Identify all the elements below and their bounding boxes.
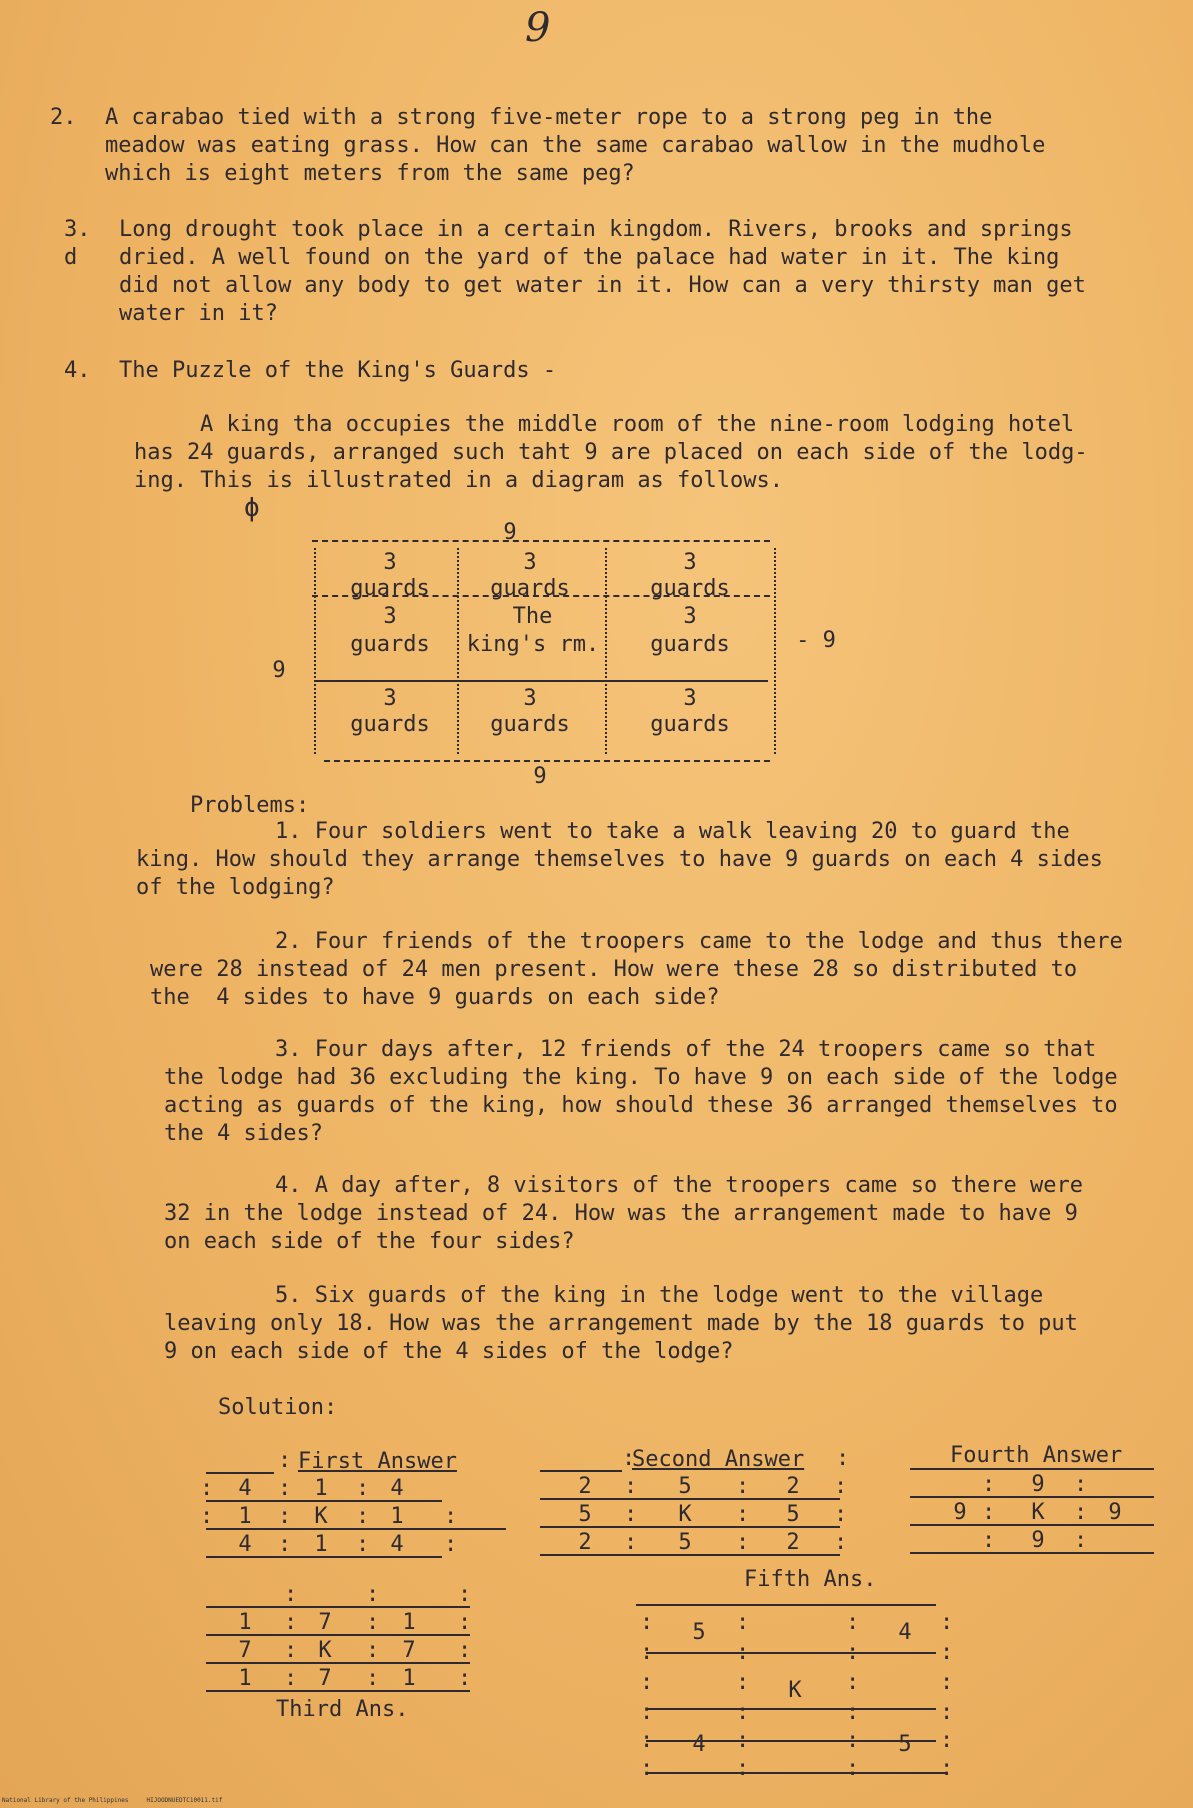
colon: : — [846, 1640, 860, 1665]
fourth-answer-title: Fourth Answer — [950, 1443, 1123, 1468]
rule — [646, 1708, 936, 1710]
colon: : — [846, 1670, 860, 1695]
colon: : — [640, 1700, 654, 1725]
second-cell-r3c2: 5 — [678, 1530, 692, 1555]
diagram-top-border — [312, 540, 770, 542]
third-cell-r2c3: 7 — [402, 1638, 416, 1663]
colon: : — [736, 1756, 750, 1781]
fifth-cell-r1c3: 4 — [898, 1620, 912, 1645]
second-cell-r3c3: 2 — [786, 1530, 800, 1555]
problem-3-line-3: did not allow any body to get water in it. How can a very thirsty man get — [119, 273, 1086, 298]
third-answer-title: Third Ans. — [276, 1697, 409, 1722]
third-cell-r1c2: 7 — [318, 1610, 332, 1635]
colon: : — [736, 1670, 750, 1695]
room-8-label: guards — [490, 712, 570, 737]
room-2-label: guards — [490, 576, 570, 601]
problem-3-line-1: Long drought took place in a certain kingdom. Rivers, brooks and springs — [119, 217, 1073, 242]
colon: : — [834, 1474, 848, 1499]
colon: : — [736, 1474, 750, 1499]
fourth-cell-r2c3: 9 — [1108, 1500, 1122, 1525]
colon: : — [982, 1528, 996, 1553]
problem-3-line-2: dried. A well found on the yard of the palace had water in it. The king — [119, 245, 1060, 270]
colon: : — [458, 1610, 472, 1635]
colon: : — [834, 1530, 848, 1555]
colon: : — [1074, 1500, 1088, 1525]
third-cell-r1c1: 1 — [238, 1610, 252, 1635]
first-cell-r2c3: 1 — [390, 1504, 404, 1529]
colon: : — [736, 1502, 750, 1527]
colon: : — [846, 1700, 860, 1725]
colon: : — [736, 1640, 750, 1665]
sub-problem-1-line-3: of the lodging? — [136, 875, 335, 900]
room-9-label: guards — [650, 712, 730, 737]
diagram-right-total: - 9 — [796, 628, 836, 653]
diagram-bottom-border — [324, 760, 770, 762]
problem-4-intro-3: ing. This is illustrated in a diagram as follows. — [134, 468, 784, 493]
rule — [910, 1468, 1154, 1470]
colon: : — [640, 1670, 654, 1695]
diagram-right-border — [774, 548, 776, 754]
colon: : — [736, 1610, 750, 1635]
colon: : — [366, 1666, 380, 1691]
third-cell-r3c1: 1 — [238, 1666, 252, 1691]
sub-problem-5-line-3: 9 on each side of the 4 sides of the lodge? — [164, 1339, 734, 1364]
page-number: 9 — [525, 5, 551, 51]
sub-problem-3-line-4: the 4 sides? — [164, 1121, 323, 1146]
room-4-label: guards — [350, 632, 430, 657]
colon: : — [356, 1476, 370, 1501]
problem-3-line-4: water in it? — [119, 301, 278, 326]
sub-problem-1-line-2: king. How should they arrange themselves to have 9 guards on each 4 sides — [136, 847, 1103, 872]
colon: : — [982, 1472, 996, 1497]
fourth-cell-r3c2: 9 — [1031, 1528, 1045, 1553]
second-cell-r2c3: 5 — [786, 1502, 800, 1527]
rule — [206, 1662, 470, 1664]
colon: : — [458, 1666, 472, 1691]
diagram-row2-border — [316, 680, 768, 682]
sub-problem-1-line-1: 1. Four soldiers went to take a walk leaving 20 to guard the — [275, 819, 1070, 844]
second-cell-r2c1: 5 — [578, 1502, 592, 1527]
colon: : — [846, 1756, 860, 1781]
room-3-label: guards — [650, 576, 730, 601]
fifth-cell-r2c2: K — [788, 1678, 802, 1703]
problem-3-margin-mark: d — [64, 245, 78, 270]
second-cell-r1c1: 2 — [578, 1474, 592, 1499]
sub-problem-2-line-3: the 4 sides to have 9 guards on each side? — [150, 985, 720, 1010]
room-3-count: 3 — [683, 550, 697, 575]
colon: : — [444, 1504, 458, 1529]
third-cell-r3c3: 1 — [402, 1666, 416, 1691]
problem-4-title: The Puzzle of the King's Guards - — [119, 358, 557, 383]
handwritten-mark: ϕ — [244, 493, 260, 523]
colon: : — [284, 1666, 298, 1691]
first-cell-r1c2: 1 — [314, 1476, 328, 1501]
problem-2-line-3: which is eight meters from the same peg? — [105, 161, 635, 186]
colon: : — [284, 1610, 298, 1635]
colon: : — [366, 1638, 380, 1663]
room-7-count: 3 — [383, 686, 397, 711]
kings-room-title: The — [512, 604, 553, 629]
colon: : — [278, 1532, 292, 1557]
rule — [910, 1552, 1154, 1554]
colon: : — [278, 1504, 292, 1529]
room-7-label: guards — [350, 712, 430, 737]
problem-2-number: 2. — [50, 105, 77, 130]
colon: : — [836, 1446, 850, 1471]
rule — [540, 1470, 622, 1472]
room-6-label: guards — [650, 632, 730, 657]
rule — [206, 1472, 274, 1474]
sub-problem-3-line-1: 3. Four days after, 12 friends of the 24 troopers came so that — [275, 1037, 1097, 1062]
colon: : — [640, 1610, 654, 1635]
first-cell-r3c1: 4 — [238, 1532, 252, 1557]
room-9-count: 3 — [683, 686, 697, 711]
sub-problem-5-line-2: leaving only 18. How was the arrangement made by the 18 guards to put — [164, 1311, 1078, 1336]
colon: : — [640, 1728, 654, 1753]
colon: : — [640, 1640, 654, 1665]
colon: : — [1074, 1528, 1088, 1553]
colon: : — [444, 1532, 458, 1557]
sub-problem-3-line-2: the lodge had 36 excluding the king. To have 9 on each side of the lodge — [164, 1065, 1118, 1090]
third-cell-r2c2: K — [318, 1638, 332, 1663]
fifth-cell-r1c1: 5 — [692, 1620, 706, 1645]
colon: : — [200, 1504, 214, 1529]
diagram-left-total: 9 — [272, 658, 286, 683]
colon: : — [366, 1610, 380, 1635]
diagram-bottom-total: 9 — [533, 764, 547, 789]
colon: : — [624, 1530, 638, 1555]
diagram-left-border — [314, 548, 316, 754]
colon: : — [940, 1610, 954, 1635]
sub-problem-2-line-1: 2. Four friends of the troopers came to the lodge and thus there — [275, 929, 1123, 954]
first-answer-title: First Answer — [298, 1449, 457, 1474]
colon: : — [366, 1582, 380, 1607]
rule — [206, 1634, 470, 1636]
rule — [206, 1690, 470, 1692]
third-cell-r1c3: 1 — [402, 1610, 416, 1635]
colon: : — [940, 1756, 954, 1781]
colon: : — [940, 1728, 954, 1753]
rule — [206, 1556, 442, 1558]
room-8-count: 3 — [523, 686, 537, 711]
footer-caption: National Library of the Philippines HIJOODNUEDTC10011.tif — [2, 1797, 223, 1804]
problem-2-line-2: meadow was eating grass. How can the same carabao wallow in the mudhole — [105, 133, 1046, 158]
room-1-count: 3 — [383, 550, 397, 575]
solution-heading: Solution: — [218, 1395, 338, 1420]
room-2-count: 3 — [523, 550, 537, 575]
fourth-cell-r1c2: 9 — [1031, 1472, 1045, 1497]
colon: : — [278, 1476, 292, 1501]
colon: : — [356, 1532, 370, 1557]
second-cell-r2c2: K — [678, 1502, 692, 1527]
first-cell-r1c1: 4 — [238, 1476, 252, 1501]
first-cell-r3c3: 4 — [390, 1532, 404, 1557]
rule — [540, 1526, 840, 1528]
colon: : — [940, 1670, 954, 1695]
second-cell-r3c1: 2 — [578, 1530, 592, 1555]
kings-room-label: king's rm. — [466, 632, 600, 657]
colon: : — [622, 1446, 636, 1471]
first-cell-r3c2: 1 — [314, 1532, 328, 1557]
fifth-answer-title: Fifth Ans. — [744, 1567, 877, 1592]
sub-problem-4-line-1: 4. A day after, 8 visitors of the troopers came so there were — [275, 1173, 1083, 1198]
colon: : — [982, 1500, 996, 1525]
rule — [206, 1500, 442, 1502]
colon: : — [640, 1756, 654, 1781]
colon: : — [940, 1640, 954, 1665]
rule — [206, 1606, 470, 1608]
colon: : — [624, 1502, 638, 1527]
rule — [910, 1524, 1154, 1526]
first-cell-r2c1: 1 — [238, 1504, 252, 1529]
first-cell-r1c3: 4 — [390, 1476, 404, 1501]
first-cell-r2c2: K — [314, 1504, 328, 1529]
sub-problem-5-line-1: 5. Six guards of the king in the lodge went to the village — [275, 1283, 1044, 1308]
colon: : — [356, 1504, 370, 1529]
colon: : — [1074, 1472, 1088, 1497]
colon: : — [846, 1610, 860, 1635]
third-cell-r2c1: 7 — [238, 1638, 252, 1663]
rule — [646, 1772, 946, 1774]
problem-4-number: 4. — [64, 358, 91, 383]
colon: : — [458, 1638, 472, 1663]
colon: : — [284, 1638, 298, 1663]
colon: : — [624, 1474, 638, 1499]
problems-heading: Problems: — [190, 793, 310, 818]
fifth-cell-r3c3: 5 — [898, 1732, 912, 1757]
sub-problem-2-line-2: were 28 instead of 24 men present. How were these 28 so distributed to — [150, 957, 1078, 982]
colon: : — [940, 1700, 954, 1725]
sub-problem-4-line-2: 32 in the lodge instead of 24. How was the arrangement made to have 9 — [164, 1201, 1078, 1226]
rule — [646, 1652, 936, 1654]
fourth-cell-r2c2: K — [1031, 1500, 1045, 1525]
problem-2-line-1: A carabao tied with a strong five-meter rope to a strong peg in the — [105, 105, 993, 130]
problem-4-intro-1: A king tha occupies the middle room of the nine-room lodging hotel — [200, 412, 1075, 437]
colon: : — [736, 1530, 750, 1555]
colon: : — [834, 1502, 848, 1527]
colon: : — [736, 1700, 750, 1725]
fourth-cell-r2c1: 9 — [953, 1500, 967, 1525]
colon: : — [200, 1476, 214, 1501]
room-6-count: 3 — [683, 604, 697, 629]
sub-problem-4-line-3: on each side of the four sides? — [164, 1229, 575, 1254]
colon: : — [846, 1728, 860, 1753]
room-4-count: 3 — [383, 604, 397, 629]
colon: : — [736, 1728, 750, 1753]
problem-4-intro-2: has 24 guards, arranged such taht 9 are placed on each side of the lodg- — [134, 440, 1088, 465]
second-cell-r1c3: 2 — [786, 1474, 800, 1499]
fifth-cell-r3c1: 4 — [692, 1732, 706, 1757]
colon: : — [278, 1448, 292, 1473]
rule — [540, 1498, 840, 1500]
room-1-label: guards — [350, 576, 430, 601]
colon: : — [458, 1582, 472, 1607]
rule — [540, 1554, 840, 1556]
sub-problem-3-line-3: acting as guards of the king, how should these 36 arranged themselves to — [164, 1093, 1118, 1118]
problem-3-number: 3. — [64, 217, 91, 242]
colon: : — [284, 1582, 298, 1607]
third-cell-r3c2: 7 — [318, 1666, 332, 1691]
rule — [910, 1496, 1154, 1498]
rule — [636, 1604, 936, 1606]
second-cell-r1c2: 5 — [678, 1474, 692, 1499]
diagram-top-total: 9 — [503, 520, 517, 545]
second-answer-title: Second Answer — [632, 1447, 805, 1472]
